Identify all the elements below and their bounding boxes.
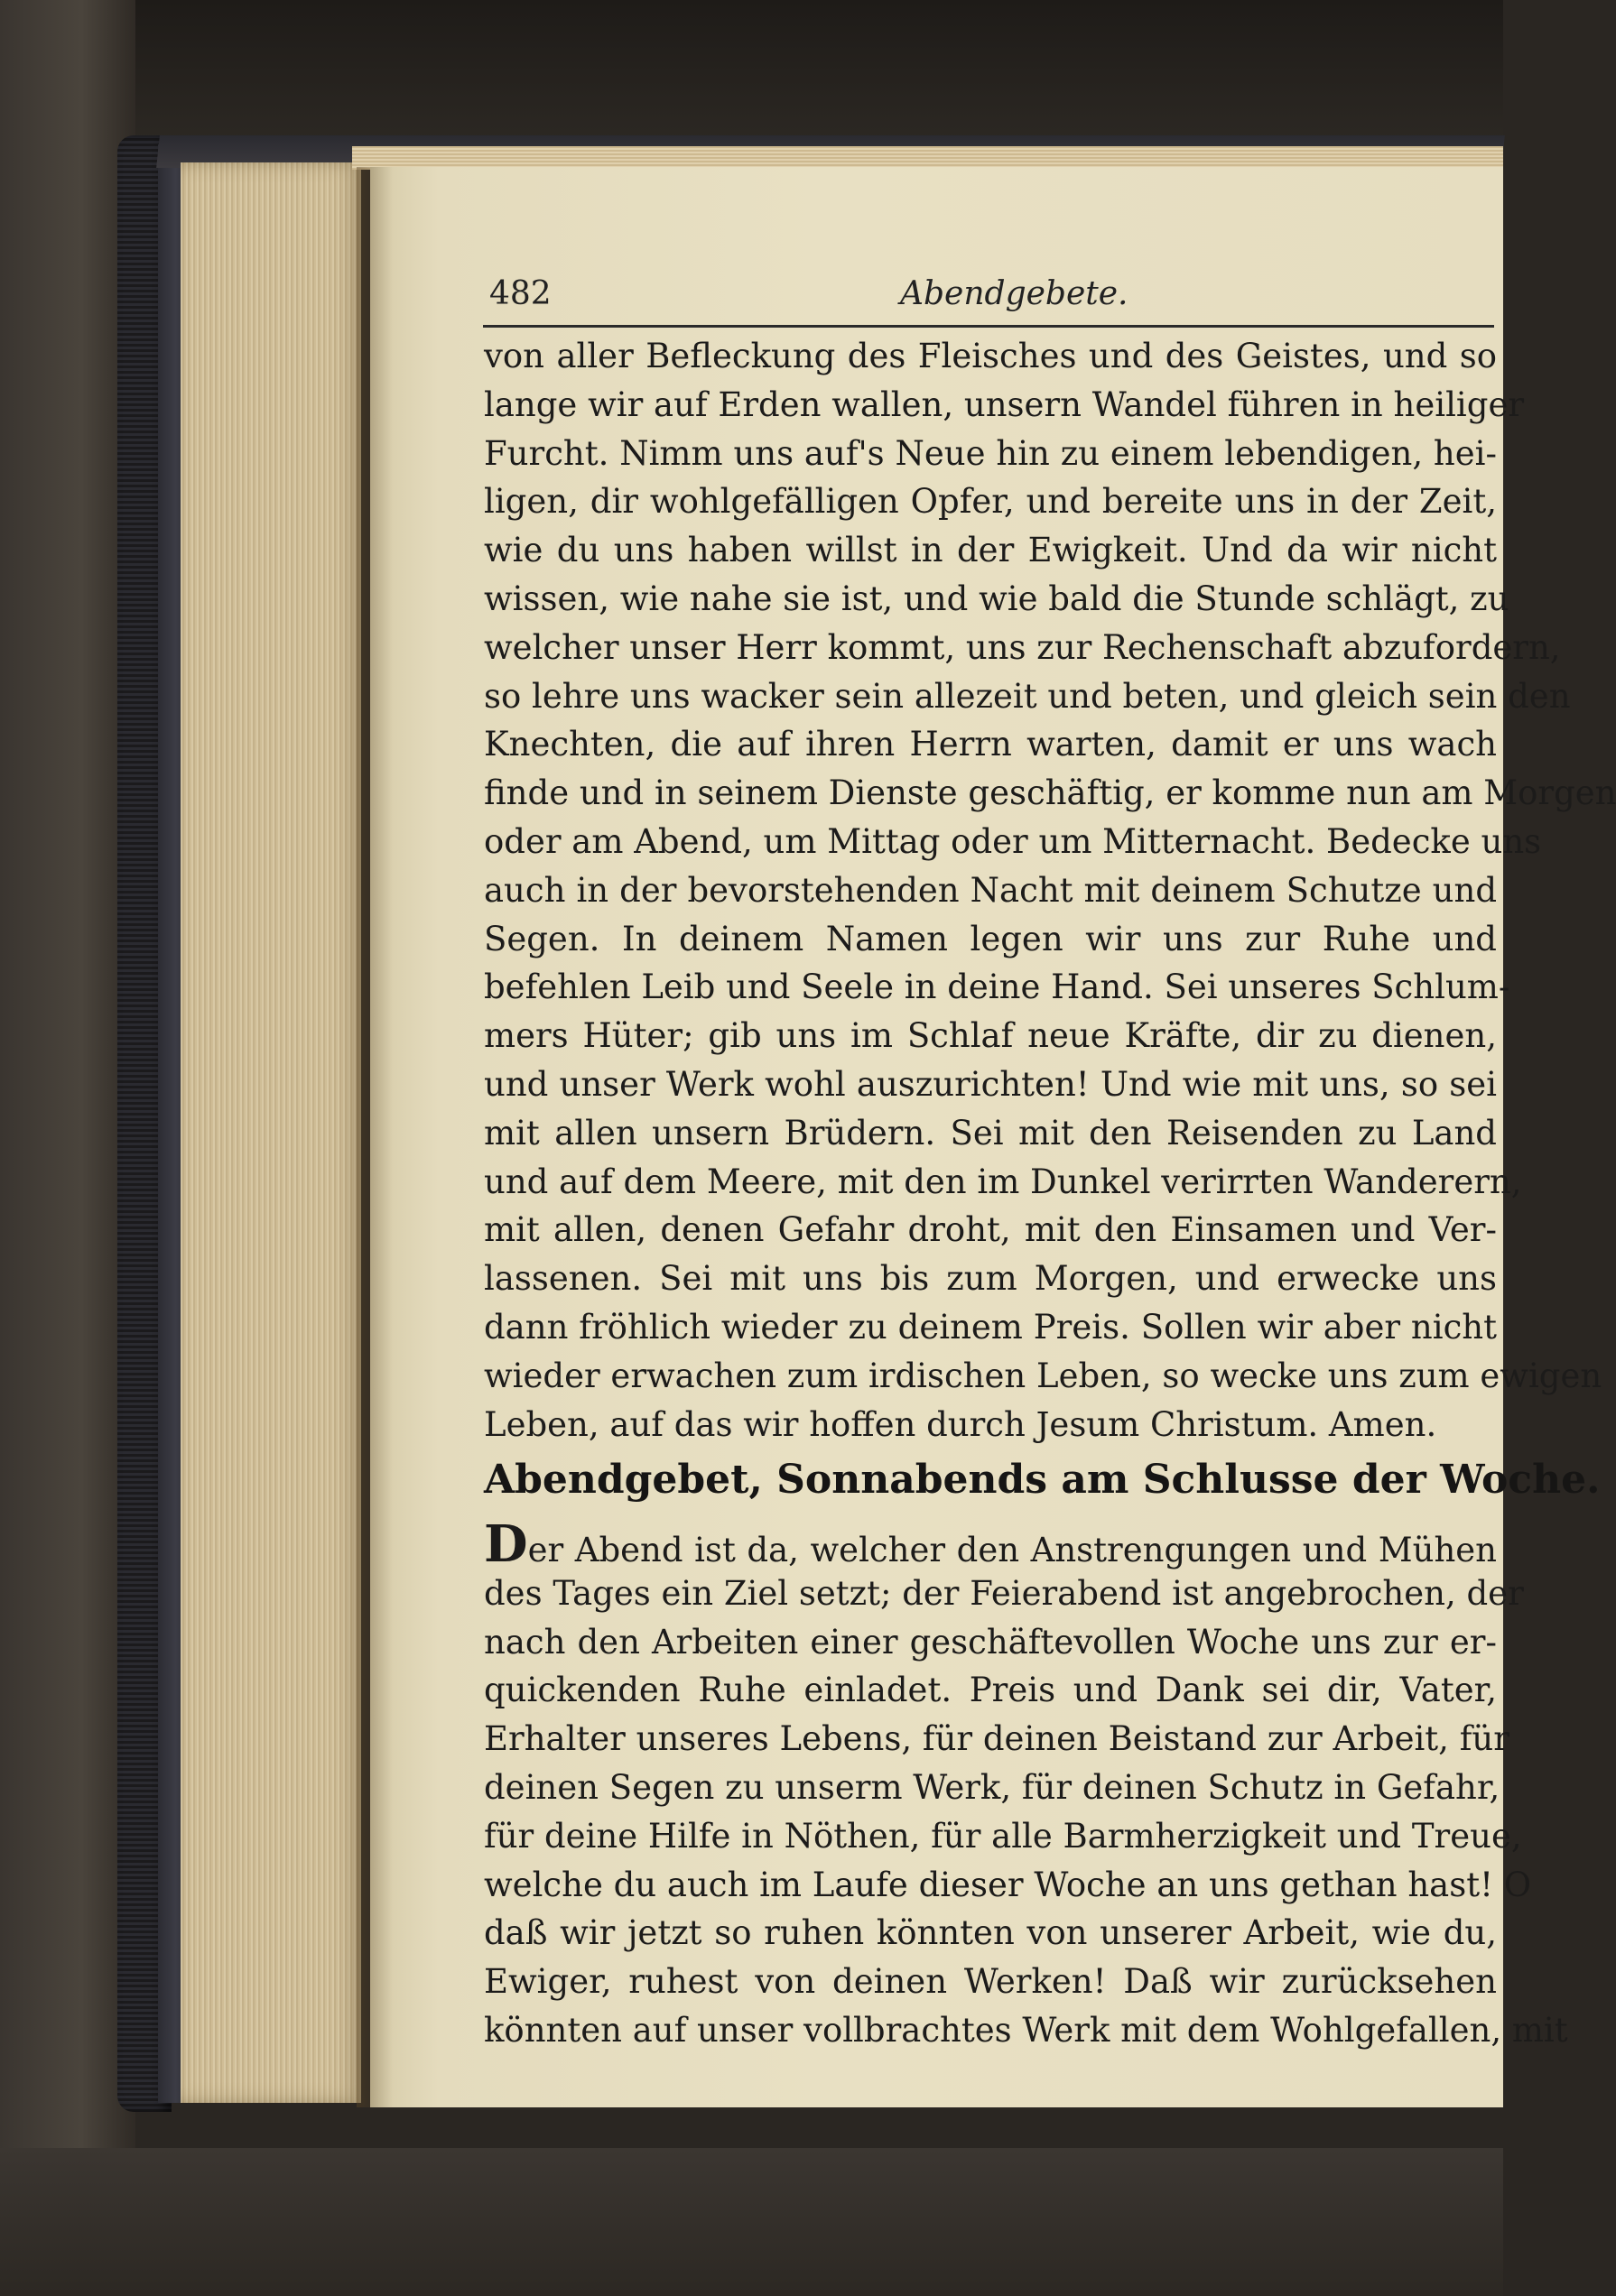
text-line: dann fröhlich wieder zu deinem Preis. Sollen wir aber nicht [484,1307,1497,1347]
drop-cap: D [484,1514,528,1574]
text-line: mers Hüter; gib uns im Schlaf neue Kräfte, dir zu dienen, [484,1016,1497,1056]
text-line: nach den Arbeiten einer geschäftevollen Woche uns zur er- [484,1622,1497,1662]
text-line: mit allen unsern Brüdern. Sei mit den Reisenden zu Land [484,1113,1497,1153]
text-line: oder am Abend, um Mittag oder um Mitternacht. Bedecke uns [484,821,1542,861]
text-line-first [484,1514,1497,1574]
running-head [489,275,1491,326]
text-line: welche du auch im Laufe dieser Woche an uns gethan hast! O [484,1865,1532,1904]
text-line: Leben, auf das wir hoffen durch Jesum Christum. Amen. [484,1404,1437,1444]
section-heading: Abendgebet, Sonnabends am Schlusse der Woche. [484,1457,1601,1503]
page-gutter-shadow [357,167,393,2107]
text-line: von aller Befleckung des Fleisches und des Geistes, und so [484,337,1497,375]
text-line: auch in der bevorstehenden Nacht mit deinem Schutze und [484,870,1497,910]
text-line: ligen, dir wohlgefälligen Opfer, und bereite uns in der Zeit, [484,482,1497,522]
prayer-text-saturday [484,1514,1568,2055]
text-line: so lehre uns wacker sein allezeit und beten, und gleich sein den [484,676,1571,716]
text-line: lange wir auf Erden wallen, unsern Wandel führen in heiliger [484,384,1525,424]
text-line: welcher unser Herr kommt, uns zur Rechenschaft abzufordern, [484,627,1561,667]
text-line: wissen, wie nahe sie ist, und wie bald die Stunde schlägt, zu [484,579,1509,618]
background-bottom [0,2148,1503,2296]
text-line: wieder erwachen zum irdischen Leben, so wecke uns zum ewigen [484,1356,1602,1395]
text-line: deinen Segen zu unserm Werk, für deinen Schutz in Gefahr, [484,1767,1500,1807]
text-line: daß wir jetzt so ruhen könnten von unserer Arbeit, wie du, [484,1913,1497,1953]
text-line: wie du uns haben willst in der Ewigkeit. Und da wir nicht [484,531,1497,570]
text-line: Erhalter unseres Lebens, für deinen Beistand zur Arbeit, für [484,1719,1509,1759]
text-line: Segen. In deinem Namen legen wir uns zur Ruhe und [484,919,1497,958]
running-title: Abendgebete. [900,275,1128,312]
text-line: und unser Werk wohl auszurichten! Und wie mit uns, so sei [484,1064,1497,1104]
prayer-text-continued [484,332,1616,1449]
page-edges [181,162,361,2103]
text-line: mit allen, denen Gefahr droht, mit den Einsamen und Ver- [484,1210,1497,1250]
text-line: Knechten, die auf ihren Herrn warten, damit er uns wach [484,725,1497,764]
text-line: finde und in seinem Dienste geschäftig, er komme nun am Morgen [484,773,1616,813]
text-line: könnten auf unser vollbrachtes Werk mit dem Wohlgefallen, mit [484,2010,1568,2050]
text-line: Ewiger, ruhest von deinen Werken! Daß wir zurücksehen [484,1962,1497,2002]
background-top [0,0,1503,153]
header-rule [483,325,1494,328]
text-line: für deine Hilfe in Nöthen, für alle Barmherzigkeit und Treue, [484,1816,1522,1856]
text-line-rest: er Abend ist da, welcher den Anstrengungen und Mühen [527,1531,1497,1569]
text-line: Furcht. Nimm uns auf's Neue hin zu einem lebendigen, hei- [484,433,1497,473]
text-line: des Tages ein Ziel setzt; der Feierabend ist angebrochen, der [484,1573,1524,1613]
page-number: 482 [489,275,552,312]
text-line: quickenden Ruhe einladet. Preis und Dank sei dir, Vater, [484,1671,1497,1710]
text-line: lassenen. Sei mit uns bis zum Morgen, und erwecke uns [484,1259,1497,1299]
text-line: und auf dem Meere, mit den im Dunkel verirrten Wanderern, [484,1162,1522,1201]
text-line: befehlen Leib und Seele in deine Hand. Sei unseres Schlum- [484,967,1510,1007]
background-left [0,0,135,2296]
